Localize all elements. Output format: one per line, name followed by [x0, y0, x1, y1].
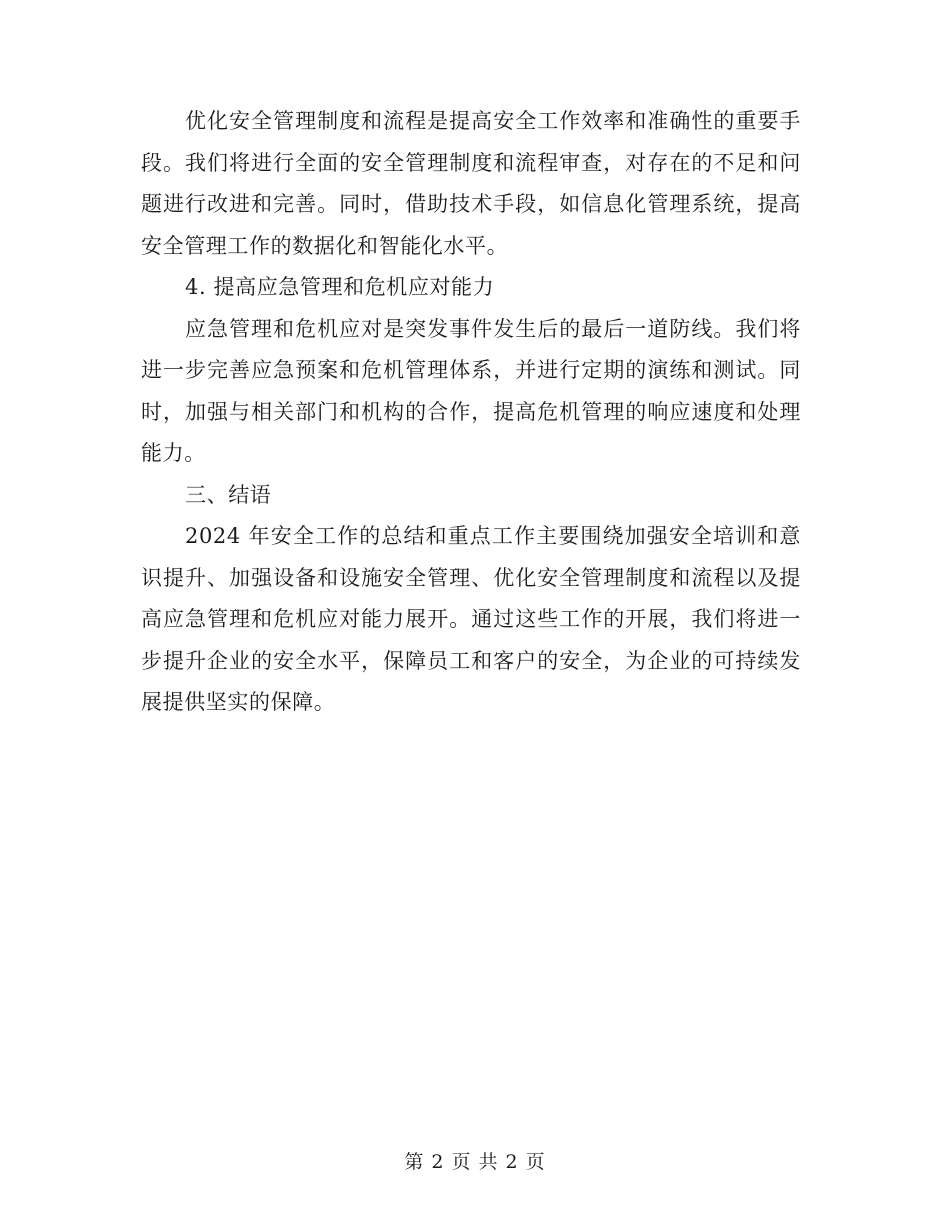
page-number-footer: 第 2 页 共 2 页 [404, 1151, 546, 1173]
paragraph-emergency-response: 应急管理和危机应对是突发事件发生后的最后一道防线。我们将进一步完善应急预案和危机管理体系，并进行定期的演练和测试。同时，加强与相关部门和机构的合作，提高危机管理的响应速度和处理能力。 [141, 316, 801, 465]
section-heading-emergency: 4. 提高应急管理和危机应对能力 [185, 275, 495, 299]
paragraph-optimize-management: 优化安全管理制度和流程是提高安全工作效率和准确性的重要手段。我们将进行全面的安全管理制度和流程审查，对存在的不足和问题进行改进和完善。同时，借助技术手段，如信息化管理系统，提高安全管理工作的数据化和智能化水平。 [141, 109, 801, 258]
paragraph-conclusion: 2024 年安全工作的总结和重点工作主要围绕加强安全培训和意识提升、加强设备和设施安全管理、优化安全管理制度和流程以及提高应急管理和危机应对能力展开。通过这些工作的开展，我们将进一步提升企业的安全水平，保障员工和客户的安全，为企业的可持续发展提供坚实的保障。 [141, 524, 801, 714]
section-heading-conclusion: 三、结语 [185, 482, 272, 507]
document-body [141, 101, 801, 724]
